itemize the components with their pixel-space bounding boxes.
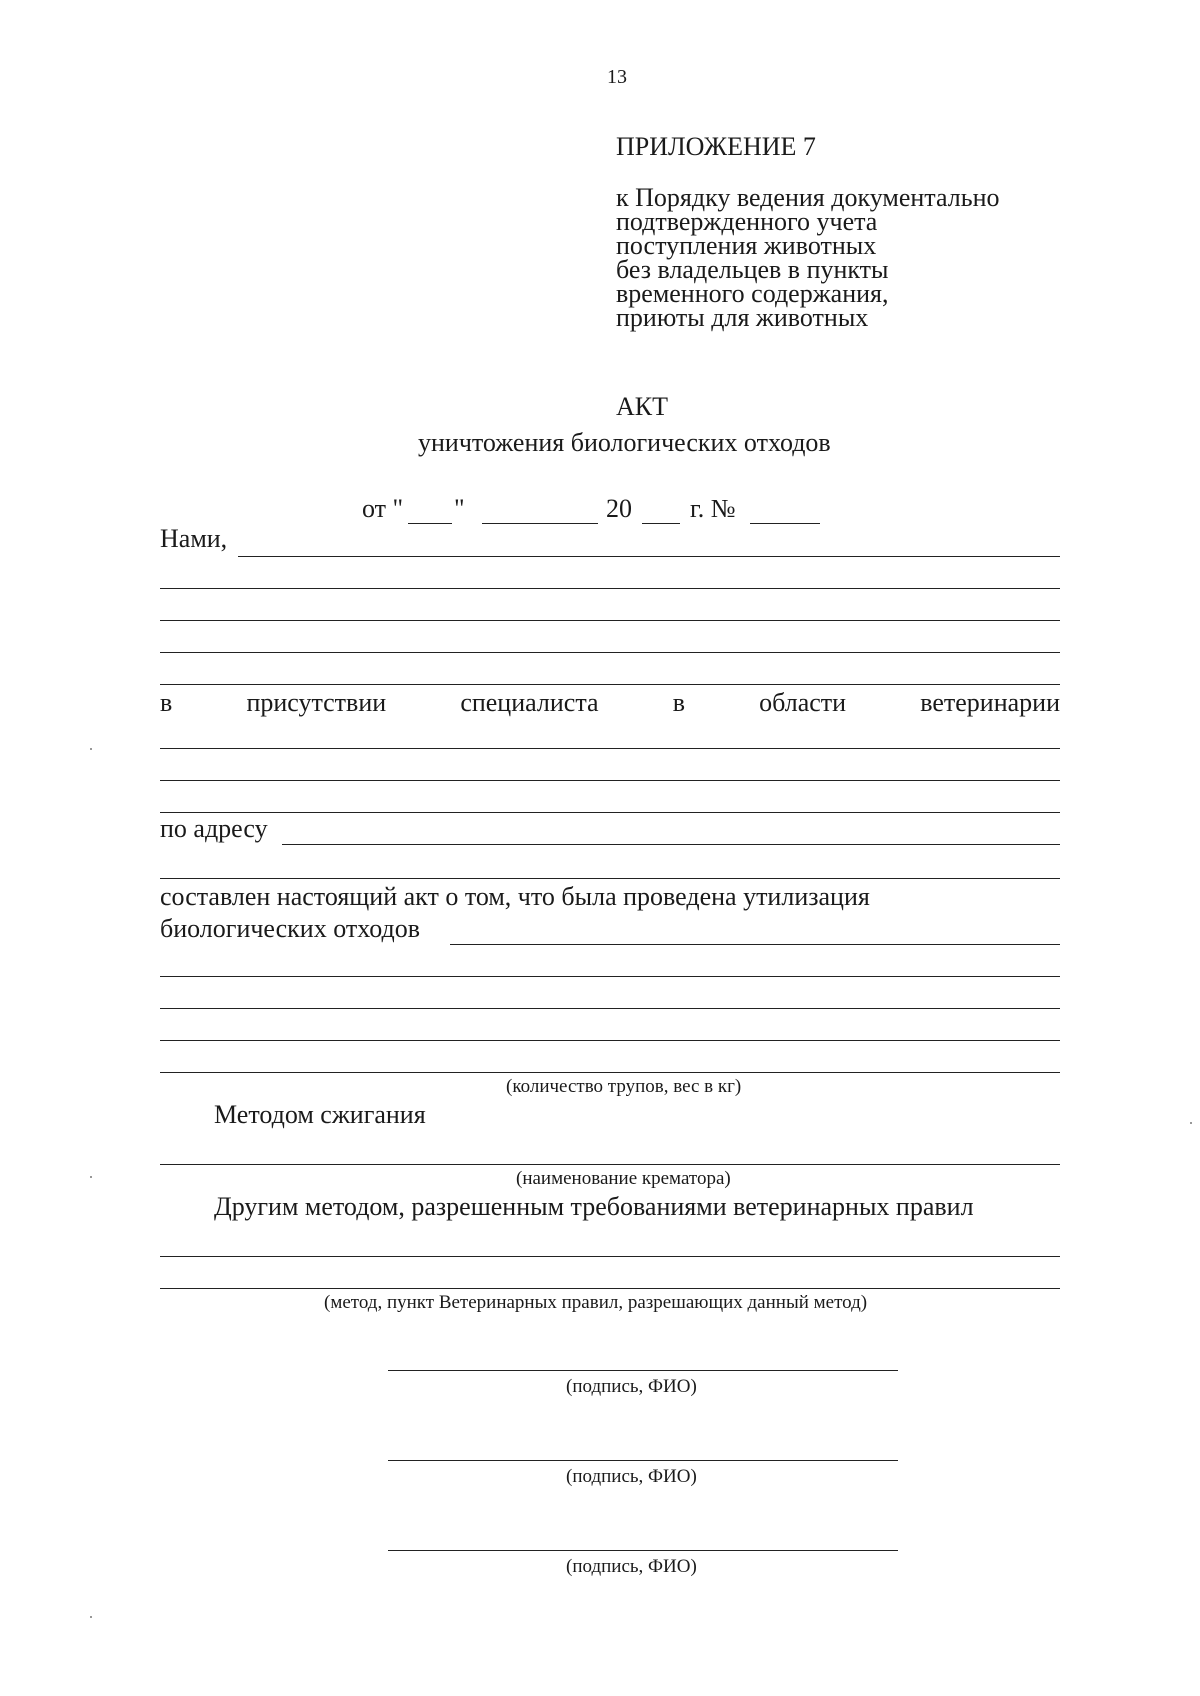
year-blank[interactable] xyxy=(642,523,680,524)
month-blank[interactable] xyxy=(482,523,598,524)
address-line[interactable] xyxy=(282,844,1060,845)
waste-line[interactable] xyxy=(160,1072,1060,1073)
by-us-line[interactable] xyxy=(160,588,1060,589)
year-suffix: г. № xyxy=(690,494,736,523)
page-number: 13 xyxy=(607,66,627,88)
caption-crematorium: (наименование крематора) xyxy=(516,1168,731,1189)
waste-line[interactable] xyxy=(160,1040,1060,1041)
presence-word: в xyxy=(160,688,173,717)
appendix-line: временного содержания, xyxy=(616,279,889,308)
appendix-title: ПРИЛОЖЕНИЕ 7 xyxy=(616,132,816,161)
presence-word: специалиста xyxy=(460,688,599,717)
signature-line[interactable] xyxy=(388,1460,898,1461)
statement-waste-label: биологических отходов xyxy=(160,914,420,943)
presence-word: присутствии xyxy=(246,688,387,717)
year-prefix: 20 xyxy=(606,494,632,523)
waste-line[interactable] xyxy=(160,976,1060,977)
waste-line[interactable] xyxy=(160,1008,1060,1009)
address-label: по адресу xyxy=(160,814,268,843)
scan-speck xyxy=(1190,1122,1192,1124)
waste-line[interactable] xyxy=(450,944,1060,945)
by-us-line[interactable] xyxy=(160,684,1060,685)
appendix-line: приюты для животных xyxy=(616,303,869,332)
presence-line[interactable] xyxy=(160,812,1060,813)
method-line[interactable] xyxy=(160,1288,1060,1289)
date-quote-close: " xyxy=(454,494,465,523)
presence-row xyxy=(160,688,1060,718)
scan-speck xyxy=(90,748,92,750)
method-other-label: Другим методом, разрешенным требованиями ветеринарных правил xyxy=(214,1192,974,1221)
appendix-reference xyxy=(616,183,1000,332)
scan-speck xyxy=(90,1616,92,1618)
caption-method: (метод, пункт Ветеринарных правил, разрешающих данный метод) xyxy=(324,1292,868,1313)
caption-quantity: (количество трупов, вес в кг) xyxy=(506,1076,742,1097)
signature-caption: (подпись, ФИО) xyxy=(566,1556,697,1577)
scan-speck xyxy=(90,1176,92,1178)
statement-line: составлен настоящий акт о том, что была проведена утилизация xyxy=(160,882,870,911)
signature-line[interactable] xyxy=(388,1370,898,1371)
appendix-line: без владельцев в пункты xyxy=(616,255,889,284)
presence-word: области xyxy=(759,688,847,717)
method-line[interactable] xyxy=(160,1256,1060,1257)
method-burning-label: Методом сжигания xyxy=(214,1100,426,1129)
by-us-label: Нами, xyxy=(160,524,228,553)
date-prefix: от " xyxy=(362,494,404,523)
presence-line[interactable] xyxy=(160,748,1060,749)
signature-caption: (подпись, ФИО) xyxy=(566,1466,697,1487)
appendix-line: поступления животных xyxy=(616,231,877,260)
by-us-line[interactable] xyxy=(160,620,1060,621)
signature-caption: (подпись, ФИО) xyxy=(566,1376,697,1397)
presence-word: в xyxy=(672,688,685,717)
signature-line[interactable] xyxy=(388,1550,898,1551)
presence-word: ветеринарии xyxy=(920,688,1060,717)
by-us-line[interactable] xyxy=(160,652,1060,653)
appendix-line: к Порядку ведения документально xyxy=(616,183,1000,212)
crematorium-line[interactable] xyxy=(160,1164,1060,1165)
act-subtitle: уничтожения биологических отходов xyxy=(418,428,831,457)
day-blank[interactable] xyxy=(408,523,452,524)
address-line[interactable] xyxy=(160,878,1060,879)
by-us-line[interactable] xyxy=(238,556,1060,557)
presence-line[interactable] xyxy=(160,780,1060,781)
act-title: АКТ xyxy=(616,392,668,421)
number-blank[interactable] xyxy=(750,523,820,524)
appendix-line: подтвержденного учета xyxy=(616,207,878,236)
